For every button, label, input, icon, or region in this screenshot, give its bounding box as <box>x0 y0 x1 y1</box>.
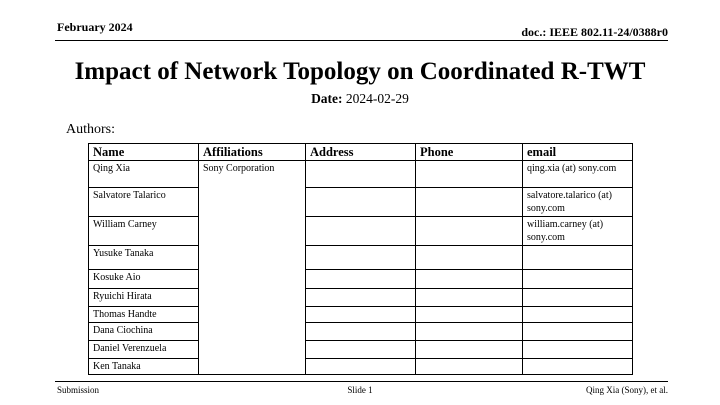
author-email <box>523 246 633 270</box>
slide-title: Impact of Network Topology on Coordinated R-TWT <box>74 58 646 85</box>
author-phone <box>416 341 523 359</box>
author-address <box>306 270 416 289</box>
author-phone <box>416 270 523 289</box>
header-doc-id: doc.: IEEE 802.11-24/0388r0 <box>521 25 668 39</box>
footer-submission: Submission <box>57 385 100 395</box>
footer-slide-number: Slide 1 <box>347 385 373 395</box>
header-date: February 2024 <box>57 20 133 34</box>
table-row <box>89 307 633 323</box>
author-name: Ryuichi Hirata <box>89 289 199 307</box>
author-address <box>306 341 416 359</box>
date-label: Date: <box>311 91 343 106</box>
authors-label: Authors: <box>66 122 115 137</box>
date-line <box>0 91 720 107</box>
author-email: qing.xia (at) sony.com <box>523 161 633 188</box>
header-divider <box>55 40 668 41</box>
author-name: William Carney <box>89 217 199 246</box>
author-phone <box>416 246 523 270</box>
date-value: 2024-02-29 <box>345 91 409 106</box>
table-header-row <box>89 144 633 161</box>
author-email <box>523 307 633 323</box>
table-row <box>89 246 633 270</box>
col-header-affiliations: Affiliations <box>199 144 306 161</box>
author-name: Yusuke Tanaka <box>89 246 199 270</box>
author-phone <box>416 217 523 246</box>
table-row <box>89 161 633 188</box>
author-phone <box>416 289 523 307</box>
author-email <box>523 341 633 359</box>
table-row <box>89 188 633 217</box>
author-phone <box>416 161 523 188</box>
author-email <box>523 359 633 375</box>
author-name: Kosuke Aio <box>89 270 199 289</box>
authors-table <box>88 143 633 375</box>
col-header-address: Address <box>306 144 416 161</box>
author-name: Dana Ciochina <box>89 323 199 341</box>
table-row <box>89 217 633 246</box>
footer-author: Qing Xia (Sony), et al. <box>586 385 668 395</box>
author-address <box>306 289 416 307</box>
table-row <box>89 323 633 341</box>
author-email <box>523 270 633 289</box>
author-email <box>523 323 633 341</box>
table-row <box>89 341 633 359</box>
author-name: Thomas Handte <box>89 307 199 323</box>
author-address <box>306 307 416 323</box>
col-header-email: email <box>523 144 633 161</box>
col-header-name: Name <box>89 144 199 161</box>
author-phone <box>416 323 523 341</box>
author-email: william.carney (at) sony.com <box>523 217 633 246</box>
author-address <box>306 323 416 341</box>
table-row <box>89 270 633 289</box>
footer-divider <box>55 381 668 382</box>
author-address <box>306 161 416 188</box>
author-phone <box>416 359 523 375</box>
author-name: Qing Xia <box>89 161 199 188</box>
author-name: Salvatore Talarico <box>89 188 199 217</box>
author-address <box>306 359 416 375</box>
author-name: Ken Tanaka <box>89 359 199 375</box>
author-email <box>523 289 633 307</box>
author-phone <box>416 188 523 217</box>
author-address <box>306 188 416 217</box>
author-address <box>306 246 416 270</box>
author-phone <box>416 307 523 323</box>
author-address <box>306 217 416 246</box>
author-email: salvatore.talarico (at) sony.com <box>523 188 633 217</box>
col-header-phone: Phone <box>416 144 523 161</box>
table-row <box>89 289 633 307</box>
author-affiliation: Sony Corporation <box>199 161 306 375</box>
table-row <box>89 359 633 375</box>
author-name: Daniel Verenzuela <box>89 341 199 359</box>
